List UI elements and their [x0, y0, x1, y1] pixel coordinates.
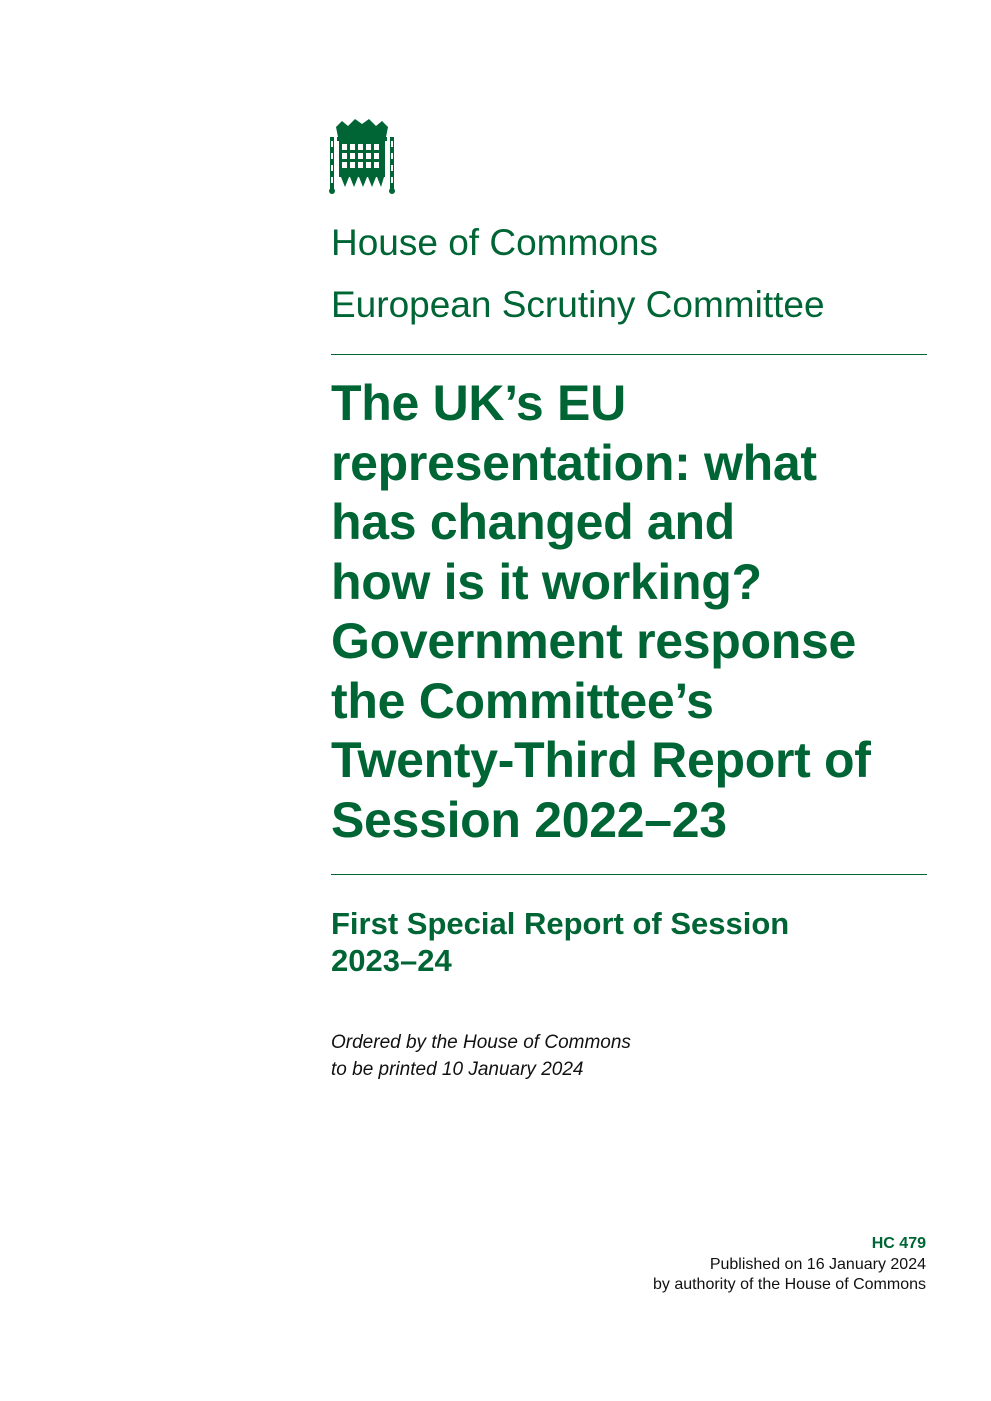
title-line: the Committee’s: [331, 672, 714, 729]
title-line: Twenty-Third Report of: [331, 732, 871, 788]
subtitle-line: 2023–24: [331, 943, 452, 978]
report-subtitle: [331, 905, 789, 979]
published-date: Published on 16 January 2024: [709, 1255, 926, 1273]
subtitle-line: First Special Report of Session: [331, 906, 790, 941]
organisation-name: House of Commons: [331, 222, 658, 263]
publication-info: [653, 1234, 926, 1296]
portcullis-icon: [328, 117, 396, 195]
hc-number: HC 479: [871, 1235, 926, 1252]
title-line: has changed and: [331, 494, 735, 550]
ordered-line: Ordered by the House of Commons: [331, 1032, 631, 1053]
title-line: Government response: [331, 613, 857, 669]
ordered-to-print: [331, 1029, 631, 1083]
top-divider: [331, 354, 927, 355]
ordered-line: to be printed 10 January 2024: [331, 1059, 584, 1080]
title-line: The UK’s EU: [331, 375, 626, 431]
title-line: how is it working?: [331, 553, 762, 610]
committee-name: European Scrutiny Committee: [331, 284, 825, 325]
bottom-divider: [331, 874, 927, 875]
title-line: representation: what: [331, 434, 817, 491]
report-title: [331, 374, 871, 850]
title-line: Session 2022–23: [331, 791, 727, 848]
authority-line: by authority of the House of Commons: [652, 1276, 926, 1293]
